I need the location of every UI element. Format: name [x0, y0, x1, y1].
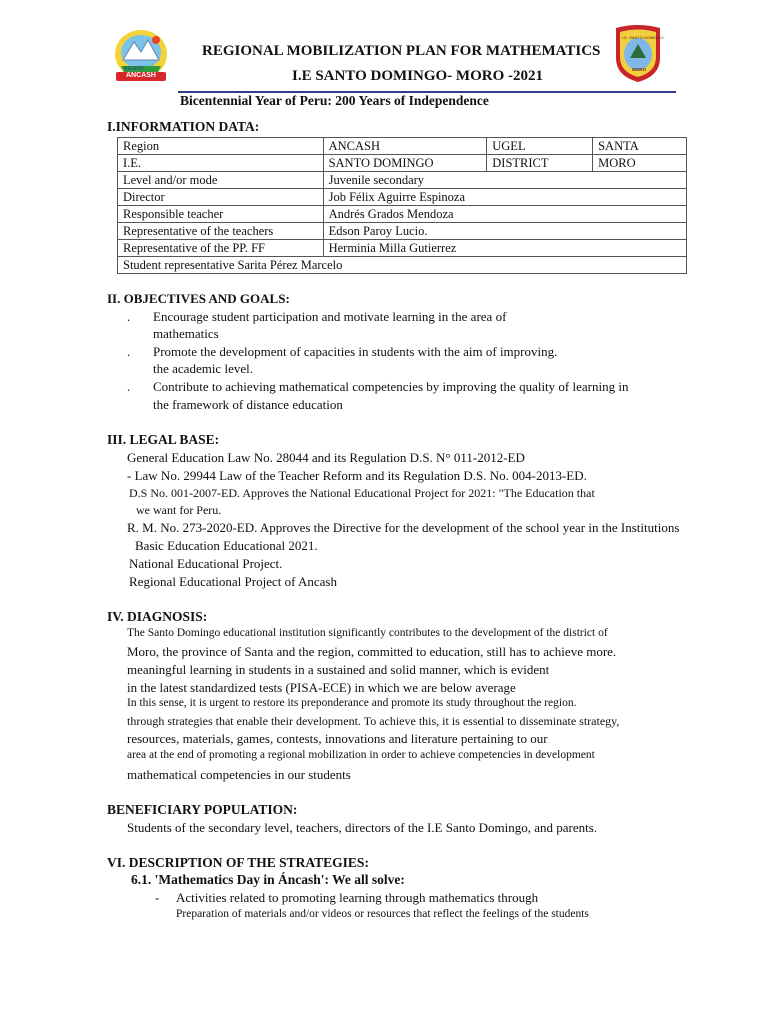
section-objectives-heading: II. OBJECTIVES AND GOALS:	[107, 291, 290, 306]
table-cell-value: SANTA	[593, 138, 687, 155]
objective-2-line2: the academic level.	[153, 361, 253, 376]
objective-3-line2: the framework of distance education	[153, 397, 343, 412]
table-cell-value: SANTO DOMINGO	[323, 155, 487, 172]
legal-line: - Law No. 29944 Law of the Teacher Reform and its Regulation D.S. No. 004-2013-ED.	[127, 468, 587, 483]
objective-1-line2: mathematics	[153, 326, 219, 341]
section-information-heading: I.INFORMATION DATA:	[107, 119, 260, 134]
objective-3-line1: Contribute to achieving mathematical competencies by improving the quality of learning in	[153, 379, 629, 394]
table-row	[118, 138, 687, 155]
diagnosis-line: resources, materials, games, contests, innovations and literature pertaining to our	[127, 731, 548, 746]
objective-2-line1: Promote the development of capacities in students with the aim of improving.	[153, 344, 558, 359]
bullet: .	[127, 344, 131, 359]
legal-line: Regional Educational Project of Ancash	[129, 574, 337, 589]
section-legal-base-heading: III. LEGAL BASE:	[107, 432, 220, 447]
table-cell-label: Representative of the teachers	[118, 223, 324, 240]
strategy-6-1-heading: 6.1. 'Mathematics Day in Áncash': We all solve:	[131, 872, 405, 887]
shield-bottom-text: MORO	[632, 67, 646, 72]
table-row	[118, 172, 687, 189]
information-table	[117, 137, 687, 274]
table-row	[118, 223, 687, 240]
table-cell-value: Edson Paroy Lucio.	[323, 223, 686, 240]
legal-line: National Educational Project.	[129, 556, 283, 571]
table-cell-label: I.E.	[118, 155, 324, 172]
table-row	[118, 206, 687, 223]
table-cell-value: Juvenile secondary	[323, 172, 686, 189]
legal-line: D.S No. 001-2007-ED. Approves the National Educational Project for 2021: "The Education that	[129, 486, 595, 500]
shield-top-text: I.E. SANTO DOMINGO	[622, 35, 664, 40]
table-cell-value: Herminia Milla Gutierrez	[323, 240, 686, 257]
document-subtitle-school: I.E SANTO DOMINGO- MORO -2021	[292, 68, 543, 84]
logo-text: ANCASH	[126, 72, 156, 79]
table-cell-label: DISTRICT	[487, 155, 593, 172]
table-cell-value: Andrés Grados Mendoza	[323, 206, 686, 223]
bicentennial-line: Bicentennial Year of Peru: 200 Years of Independence	[180, 93, 489, 108]
legal-line: General Education Law No. 28044 and its Regulation D.S. N° 011-2012-ED	[127, 450, 525, 465]
section-diagnosis-heading: IV. DIAGNOSIS:	[107, 609, 208, 624]
table-cell-value: Job Félix Aguirre Espinoza	[323, 189, 686, 206]
diagnosis-line: area at the end of promoting a regional mobilization in order to achieve competencies in development	[127, 749, 595, 761]
region-ancash-logo	[112, 28, 170, 84]
strategy-item-line1: Activities related to promoting learning through mathematics through	[176, 890, 539, 905]
strategy-dash: -	[155, 890, 160, 905]
school-shield-logo	[612, 24, 664, 84]
diagnosis-line: In this sense, it is urgent to restore its preponderance and promote its study throughout the region.	[127, 697, 577, 709]
table-cell-student-representative: Student representative Sarita Pérez Marcelo	[118, 257, 687, 274]
table-row	[118, 189, 687, 206]
table-cell-label: Level and/or mode	[118, 172, 324, 189]
table-cell-value: ANCASH	[323, 138, 487, 155]
table-cell-label: Region	[118, 138, 324, 155]
table-cell-label: Responsible teacher	[118, 206, 324, 223]
bullet: .	[127, 379, 131, 394]
bullet: .	[127, 309, 131, 324]
legal-line: R. M. No. 273-2020-ED. Approves the Directive for the development of the school year in the Institutions	[127, 520, 680, 535]
diagnosis-line: meaningful learning in students in a sustained and solid manner, which is evident	[127, 662, 550, 677]
diagnosis-line: through strategies that enable their development. To achieve this, it is essential to disseminate strategy,	[127, 714, 620, 728]
section-beneficiary-heading: BENEFICIARY POPULATION:	[107, 802, 298, 817]
strategy-item-line2: Preparation of materials and/or videos or resources that reflect the feelings of the students	[176, 908, 589, 920]
logo-small-text: REGIÓN	[124, 66, 144, 72]
table-cell-label: UGEL	[487, 138, 593, 155]
diagnosis-line: in the latest standardized tests (PISA-ECE) in which we are below average	[127, 680, 516, 695]
table-row	[118, 257, 687, 274]
diagnosis-line: mathematical competencies in our students	[127, 767, 351, 782]
table-cell-label: Representative of the PP. FF	[118, 240, 324, 257]
document-title: REGIONAL MOBILIZATION PLAN FOR MATHEMATICS	[202, 43, 601, 59]
legal-line: Basic Education Educational 2021.	[135, 538, 318, 553]
table-cell-label: Director	[118, 189, 324, 206]
table-row	[118, 155, 687, 172]
legal-line: we want for Peru.	[136, 503, 222, 517]
section-strategies-heading: VI. DESCRIPTION OF THE STRATEGIES:	[107, 855, 369, 870]
objective-1-line1: Encourage student participation and motivate learning in the area of	[153, 309, 507, 324]
table-cell-value: MORO	[593, 155, 687, 172]
diagnosis-line: The Santo Domingo educational institution significantly contributes to the development of the district of	[127, 627, 608, 639]
diagnosis-line: Moro, the province of Santa and the region, committed to education, still has to achieve more.	[127, 644, 617, 659]
table-row	[118, 240, 687, 257]
beneficiary-text: Students of the secondary level, teachers, directors of the I.E Santo Domingo, and parents.	[127, 820, 598, 835]
